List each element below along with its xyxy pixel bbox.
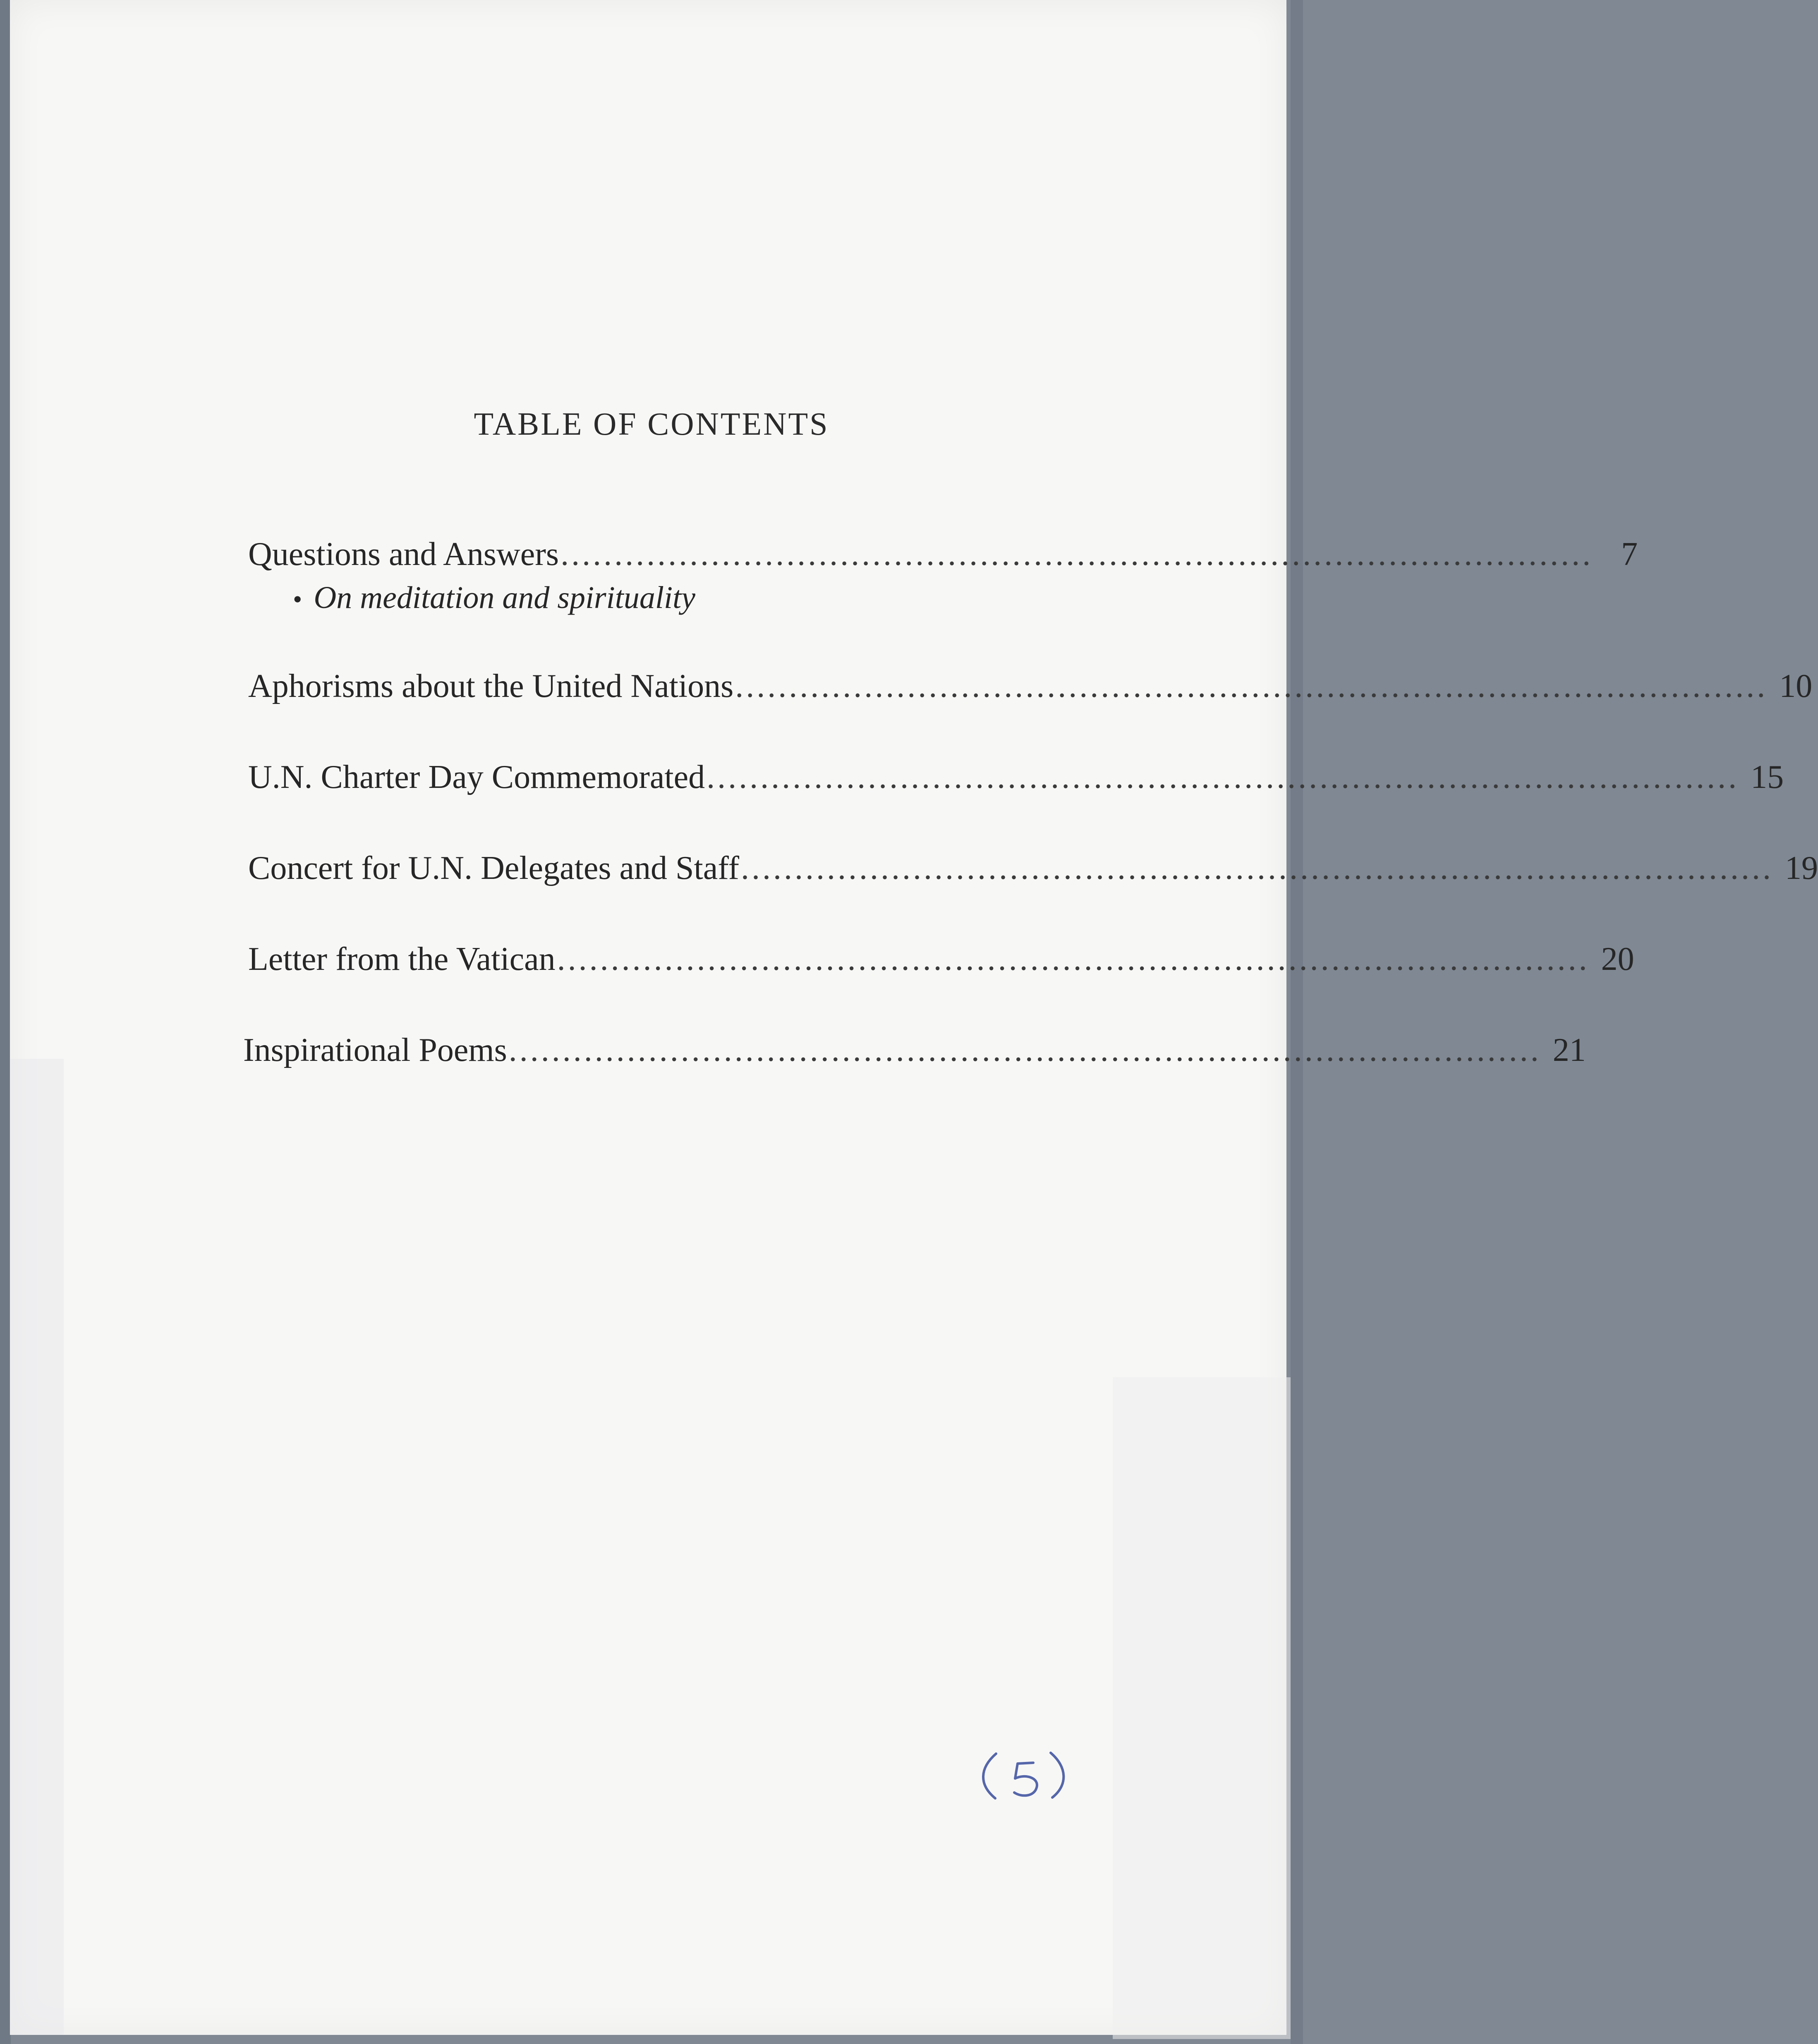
dot-leader: ................................................................................................: [741, 850, 1774, 886]
handwritten-page-number: [971, 1745, 1079, 1803]
paper-shadow-left: [10, 1059, 64, 2035]
paper-shadow-right: [1113, 1377, 1291, 2039]
toc-entry: [248, 759, 1784, 795]
dot-leader: ................................................................................................: [735, 668, 1768, 704]
toc-entry-page: 21: [1552, 1032, 1586, 1068]
toc-subentry-title: On meditation and spirituality: [314, 580, 695, 615]
toc-entry-title: Questions and Answers: [248, 536, 559, 572]
dot-leader: ................................................................................................: [557, 941, 1590, 977]
toc-entry-page: 10: [1779, 668, 1813, 704]
toc-entry-title: Concert for U.N. Delegates and Staff: [248, 850, 740, 886]
toc-entry: [243, 1032, 1586, 1068]
scan-edge-right: [1291, 0, 1303, 2044]
toc-entry-page: 20: [1601, 941, 1634, 977]
toc-entry-page: 19: [1785, 850, 1818, 886]
toc-entry-title: Letter from the Vatican: [248, 941, 556, 977]
table-of-contents: [243, 536, 1818, 1068]
toc-entry: [248, 850, 1818, 886]
toc-subentry: [293, 580, 1078, 616]
toc-entry: [248, 941, 1634, 977]
toc-entry: [248, 536, 1638, 572]
dot-leader: ................................................................................................: [707, 759, 1739, 795]
dot-leader: ................................................................................................: [508, 1032, 1541, 1068]
toc-entry-title: U.N. Charter Day Commemorated: [248, 759, 705, 795]
page-title: TABLE OF CONTENTS: [474, 406, 829, 442]
toc-entry: [248, 668, 1813, 704]
toc-entry-title: Aphorisms about the United Nations: [248, 668, 734, 704]
toc-entry-title: Inspirational Poems: [243, 1032, 507, 1068]
bullet-icon: •: [293, 584, 302, 614]
dot-leader: ................................................................................................: [560, 536, 1593, 572]
toc-entry-page: 15: [1751, 759, 1784, 795]
toc-entry-page: 7: [1621, 536, 1638, 572]
scan-edge-left: [0, 0, 11, 2044]
